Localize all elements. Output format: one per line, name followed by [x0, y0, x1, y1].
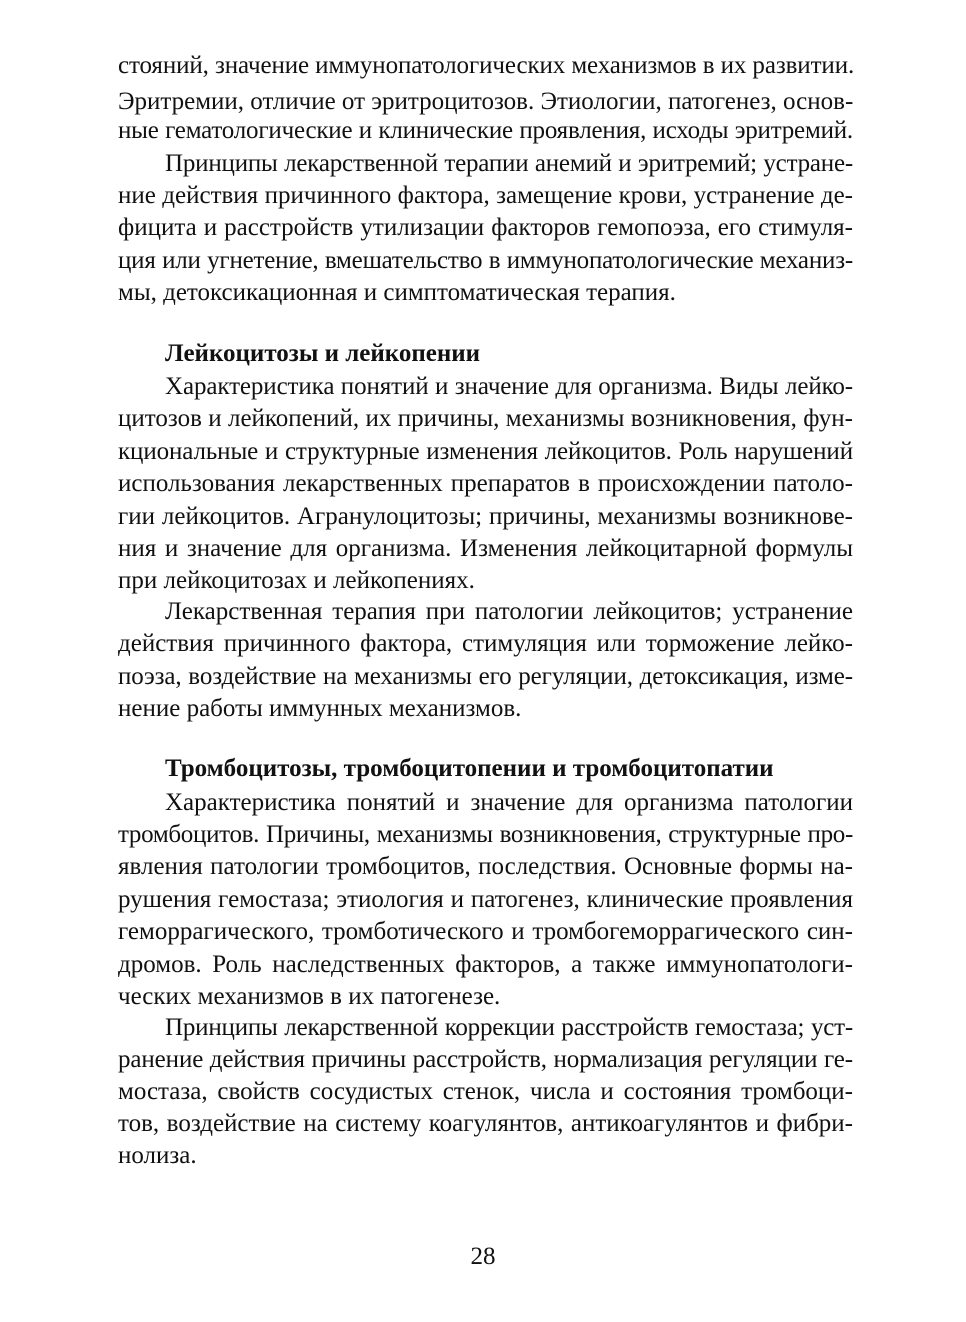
text-line: Принципы лекарственной терапии анемий и эритремий; устране-: [165, 150, 853, 177]
text-line: рушения гемостаза; этиология и патогенез, клинические проявления: [118, 886, 853, 913]
text-line: при лейкоцитозах и лейкопениях.: [118, 567, 475, 594]
text-line: мостаза, свойств сосудистых стенок, числа и состояния тромбоци-: [118, 1078, 853, 1105]
text-line: кциональные и структурные изменения лейкоцитов. Роль нарушений: [118, 438, 853, 465]
text-line: Характеристика понятий и значение для организма. Виды лейко-: [165, 373, 853, 400]
text-line: Характеристика понятий и значение для организма патологии: [165, 789, 853, 816]
text-line: явления патологии тромбоцитов, последствия. Основные формы на-: [118, 853, 853, 880]
text-line: цитозов и лейкопений, их причины, механизмы возникновения, фун-: [118, 405, 853, 432]
text-line: стояний, значение иммунопатологических механизмов в их развитии.: [118, 52, 855, 79]
text-line: поэза, воздействие на механизмы его регуляции, детоксикация, изме-: [118, 663, 853, 690]
text-line: Лекарственная терапия при патологии лейкоцитов; устранение: [165, 598, 853, 625]
text-line: нение работы иммунных механизмов.: [118, 695, 522, 722]
text-line: дромов. Роль наследственных факторов, а также иммунопатологи-: [118, 951, 853, 978]
page-number: 28: [470, 1243, 496, 1270]
section-heading: Лейкоцитозы и лейкопении: [165, 340, 481, 367]
text-line: ческих механизмов в их патогенезе.: [118, 983, 501, 1010]
text-line: использования лекарственных препаратов в происхождении патоло-: [118, 470, 853, 497]
text-line: тов, воздействие на систему коагулянтов, антикоагулянтов и фибри-: [118, 1110, 853, 1137]
text-line: ние действия причинного фактора, замещение крови, устранение де-: [118, 182, 853, 209]
text-line: действия причинного фактора, стимуляция или торможение лейко-: [118, 630, 853, 657]
text-line: фицита и расстройств утилизации факторов гемопоэза, его стимуля-: [118, 214, 853, 241]
text-line: ные гематологические и клинические проявления, исходы эритремий.: [118, 117, 853, 144]
text-line: нолиза.: [118, 1142, 197, 1169]
text-line: ция или угнетение, вмешательство в иммунопатологические механиз-: [118, 247, 853, 274]
section-heading: Тромбоцитозы, тромбоцитопении и тромбоцитопатии: [165, 755, 774, 782]
text-line: тромбоцитов. Причины, механизмы возникновения, структурные про-: [118, 821, 853, 848]
text-line: Принципы лекарственной коррекции расстройств гемостаза; уст-: [165, 1014, 853, 1041]
text-line: мы, детоксикационная и симптоматическая терапия.: [118, 279, 676, 306]
text-line: геморрагического, тромботического и тромбогеморрагического син-: [118, 918, 853, 945]
text-line: ния и значение для организма. Изменения лейкоцитарной формулы: [118, 535, 853, 562]
text-line: Эритремии, отличие от эритроцитозов. Этиологии, патогенез, основ-: [118, 88, 854, 115]
text-line: гии лейкоцитов. Агранулоцитозы; причины, механизмы возникнове-: [118, 503, 853, 530]
text-line: ранение действия причины расстройств, нормализация регуляции ге-: [118, 1046, 853, 1073]
